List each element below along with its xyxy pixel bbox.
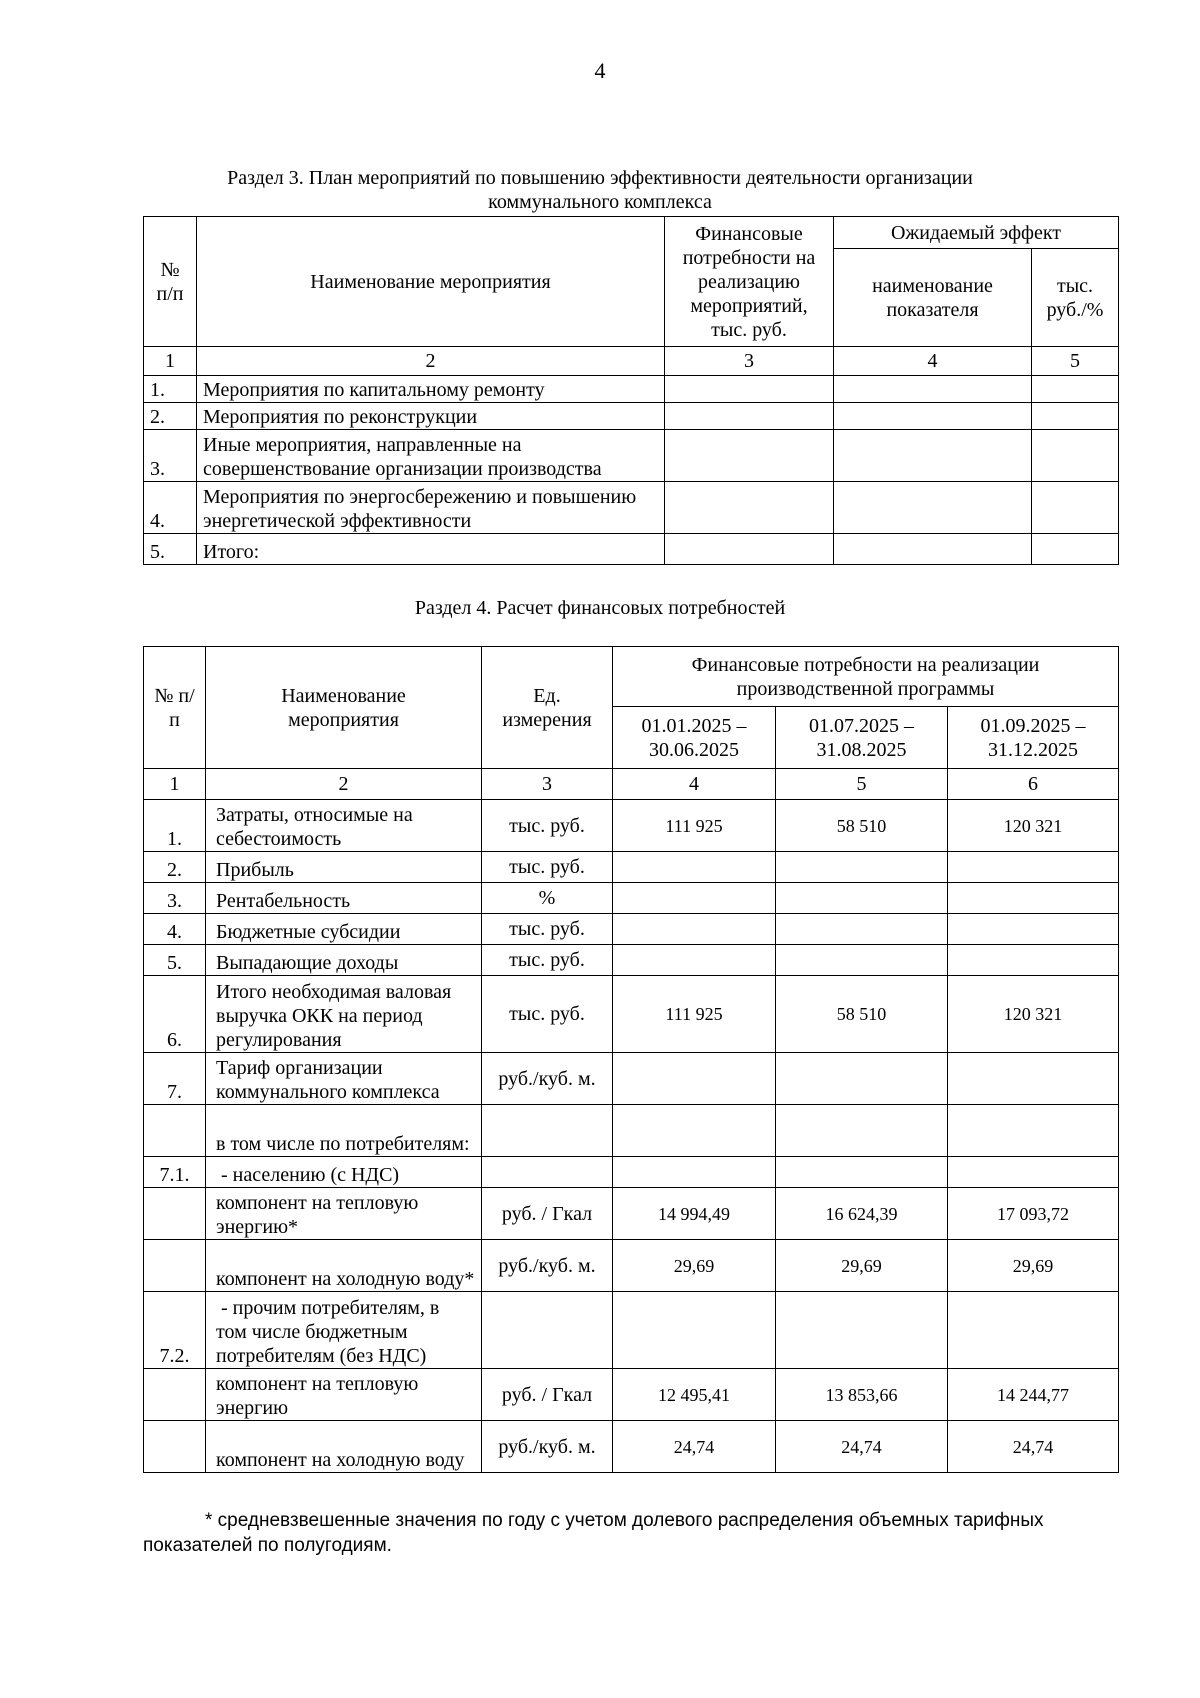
row-num: 4. [144, 482, 197, 534]
row-num: 7.2. [144, 1292, 206, 1369]
row-name: компонент на холодную воду [206, 1421, 482, 1473]
s4-colnum: 2 [206, 769, 482, 800]
s4-header-period3: 01.09.2025 – 31.12.2025 [948, 707, 1119, 769]
row-value [613, 1157, 776, 1188]
row-value [776, 945, 948, 976]
s3-colnum: 3 [665, 347, 834, 376]
row-name: Тариф организации коммунального комплекса [206, 1053, 482, 1105]
row-value [613, 883, 776, 914]
row-unit: тыс. руб. [482, 852, 613, 883]
row-num: 2. [144, 403, 197, 430]
section4-title: Раздел 4. Расчет финансовых потребностей [414, 597, 786, 619]
row-unit: руб. / Гкал [482, 1369, 613, 1421]
footnote [143, 1508, 1118, 1558]
row-num: 7.1. [144, 1157, 206, 1188]
row-name: Итого: [197, 534, 665, 565]
s3-col-numbers [144, 347, 1119, 376]
s4-header-period2: 01.07.2025 – 31.08.2025 [776, 707, 948, 769]
table-row [144, 1369, 1119, 1421]
table-row [144, 1105, 1119, 1157]
row-value: 12 495,41 [613, 1369, 776, 1421]
row-num: 1. [144, 800, 206, 852]
section3-title-line1: Раздел 3. План мероприятий по повышению эффективности деятельности организации [227, 167, 973, 189]
row-num [144, 1240, 206, 1292]
section4-table [143, 646, 1119, 1473]
row-unit: руб./куб. м. [482, 1240, 613, 1292]
row-name: компонент на тепловую энергию [206, 1369, 482, 1421]
row-value: 14 244,77 [948, 1369, 1119, 1421]
s4-colnum: 3 [482, 769, 613, 800]
row-value [613, 1292, 776, 1369]
row-name: - населению (с НДС) [206, 1157, 482, 1188]
row-num: 2. [144, 852, 206, 883]
row-value [776, 883, 948, 914]
row-num: 4. [144, 914, 206, 945]
row-num: 5. [144, 945, 206, 976]
row-value [948, 1292, 1119, 1369]
s3-header-num: № п/п [144, 217, 197, 347]
row-value [613, 1053, 776, 1105]
s4-colnum: 6 [948, 769, 1119, 800]
row-value [948, 1053, 1119, 1105]
row-value [776, 1105, 948, 1157]
s4-header-unit: Ед. измерения [482, 647, 613, 769]
table-row [144, 800, 1119, 852]
s3-colnum: 4 [834, 347, 1032, 376]
row-name: компонент на холодную воду* [206, 1240, 482, 1292]
row-value: 13 853,66 [776, 1369, 948, 1421]
row-value: 58 510 [776, 976, 948, 1053]
row-unit: тыс. руб. [482, 914, 613, 945]
row-value [776, 1157, 948, 1188]
table-row [144, 534, 1119, 565]
row-unit: тыс. руб. [482, 976, 613, 1053]
footnote-line1: * средневзвешенные значения по году с учетом долевого распределения объемных тарифных [205, 1510, 1044, 1531]
row-num [144, 1421, 206, 1473]
table-row [144, 376, 1119, 403]
s4-colnum: 4 [613, 769, 776, 800]
s3-colnum: 5 [1032, 347, 1119, 376]
table-row [144, 945, 1119, 976]
row-name: Иные мероприятия, направленные на совершенствование организации производства [197, 430, 665, 482]
row-value: 24,74 [776, 1421, 948, 1473]
s3-colnum: 2 [197, 347, 665, 376]
table-row [144, 482, 1119, 534]
row-unit: руб./куб. м. [482, 1053, 613, 1105]
table-row [144, 1292, 1119, 1369]
s4-colnum: 5 [776, 769, 948, 800]
row-name: Затраты, относимые на себестоимость [206, 800, 482, 852]
row-unit [482, 1292, 613, 1369]
s3-header-finance: Финансовые потребности на реализацию мероприятий, тыс. руб. [665, 217, 834, 347]
row-value [776, 1292, 948, 1369]
row-value: 58 510 [776, 800, 948, 852]
table-row [144, 1240, 1119, 1292]
row-value: 120 321 [948, 800, 1119, 852]
table-row [144, 403, 1119, 430]
row-value: 120 321 [948, 976, 1119, 1053]
row-num: 6. [144, 976, 206, 1053]
row-unit [482, 1105, 613, 1157]
row-num: 1. [144, 376, 197, 403]
row-name: в том числе по потребителям: [206, 1105, 482, 1157]
row-value: 14 994,49 [613, 1188, 776, 1240]
row-name: Итого необходимая валовая выручка ОКК на период регулирования [206, 976, 482, 1053]
row-num: 3. [144, 883, 206, 914]
section3-title-line2: коммунального комплекса [488, 191, 712, 213]
row-value: 111 925 [613, 800, 776, 852]
s3-colnum: 1 [144, 347, 197, 376]
s4-col-numbers [144, 769, 1119, 800]
s4-header-period1: 01.01.2025 – 30.06.2025 [613, 707, 776, 769]
row-value: 29,69 [948, 1240, 1119, 1292]
row-name: - прочим потребителям, в том числе бюджетным потребителям (без НДС) [206, 1292, 482, 1369]
row-num [144, 1369, 206, 1421]
row-name: Мероприятия по реконструкции [197, 403, 665, 430]
row-unit [482, 1157, 613, 1188]
s4-header-num: № п/п [144, 647, 206, 769]
row-num: 3. [144, 430, 197, 482]
row-unit: руб. / Гкал [482, 1188, 613, 1240]
table-row [144, 1157, 1119, 1188]
row-value [776, 1053, 948, 1105]
row-name: Прибыль [206, 852, 482, 883]
s4-header-finance: Финансовые потребности на реализации производственной программы [613, 647, 1119, 707]
section3-table [143, 216, 1119, 565]
row-value [948, 1105, 1119, 1157]
row-num: 7. [144, 1053, 206, 1105]
table-row [144, 883, 1119, 914]
s3-header-name: Наименование мероприятия [197, 217, 665, 347]
s3-header-indicator: наименование показателя [834, 249, 1032, 347]
table-row [144, 1188, 1119, 1240]
row-value: 29,69 [613, 1240, 776, 1292]
row-unit: тыс. руб. [482, 800, 613, 852]
row-unit: % [482, 883, 613, 914]
row-value [613, 1105, 776, 1157]
row-value [613, 914, 776, 945]
s3-header-value: тыс. руб./% [1032, 249, 1119, 347]
row-value: 111 925 [613, 976, 776, 1053]
s4-header-name: Наименование мероприятия [206, 647, 482, 769]
table-row [144, 914, 1119, 945]
table-row [144, 1421, 1119, 1473]
row-num: 5. [144, 534, 197, 565]
row-value: 16 624,39 [776, 1188, 948, 1240]
row-value [776, 914, 948, 945]
row-name: Выпадающие доходы [206, 945, 482, 976]
row-value: 24,74 [948, 1421, 1119, 1473]
table-row [144, 976, 1119, 1053]
s4-colnum: 1 [144, 769, 206, 800]
row-unit: руб./куб. м. [482, 1421, 613, 1473]
row-name: Мероприятия по энергосбережению и повышению энергетической эффективности [197, 482, 665, 534]
row-value: 17 093,72 [948, 1188, 1119, 1240]
row-value [948, 852, 1119, 883]
row-value [613, 852, 776, 883]
row-value [613, 945, 776, 976]
page-number: 4 [594, 58, 606, 83]
row-value: 29,69 [776, 1240, 948, 1292]
row-num [144, 1105, 206, 1157]
row-name: Рентабельность [206, 883, 482, 914]
row-value: 24,74 [613, 1421, 776, 1473]
row-name: Бюджетные субсидии [206, 914, 482, 945]
row-name: Мероприятия по капитальному ремонту [197, 376, 665, 403]
table-row [144, 1053, 1119, 1105]
row-value [948, 1157, 1119, 1188]
row-value [948, 945, 1119, 976]
row-value [776, 852, 948, 883]
section3-title [130, 166, 1070, 214]
row-unit: тыс. руб. [482, 945, 613, 976]
row-value [948, 883, 1119, 914]
footnote-line2: показателей по полугодиям. [143, 1535, 392, 1556]
row-value [948, 914, 1119, 945]
row-name: компонент на тепловую энергию* [206, 1188, 482, 1240]
s3-header-effect: Ожидаемый эффект [834, 217, 1119, 249]
table-row [144, 852, 1119, 883]
table-row [144, 430, 1119, 482]
row-num [144, 1188, 206, 1240]
